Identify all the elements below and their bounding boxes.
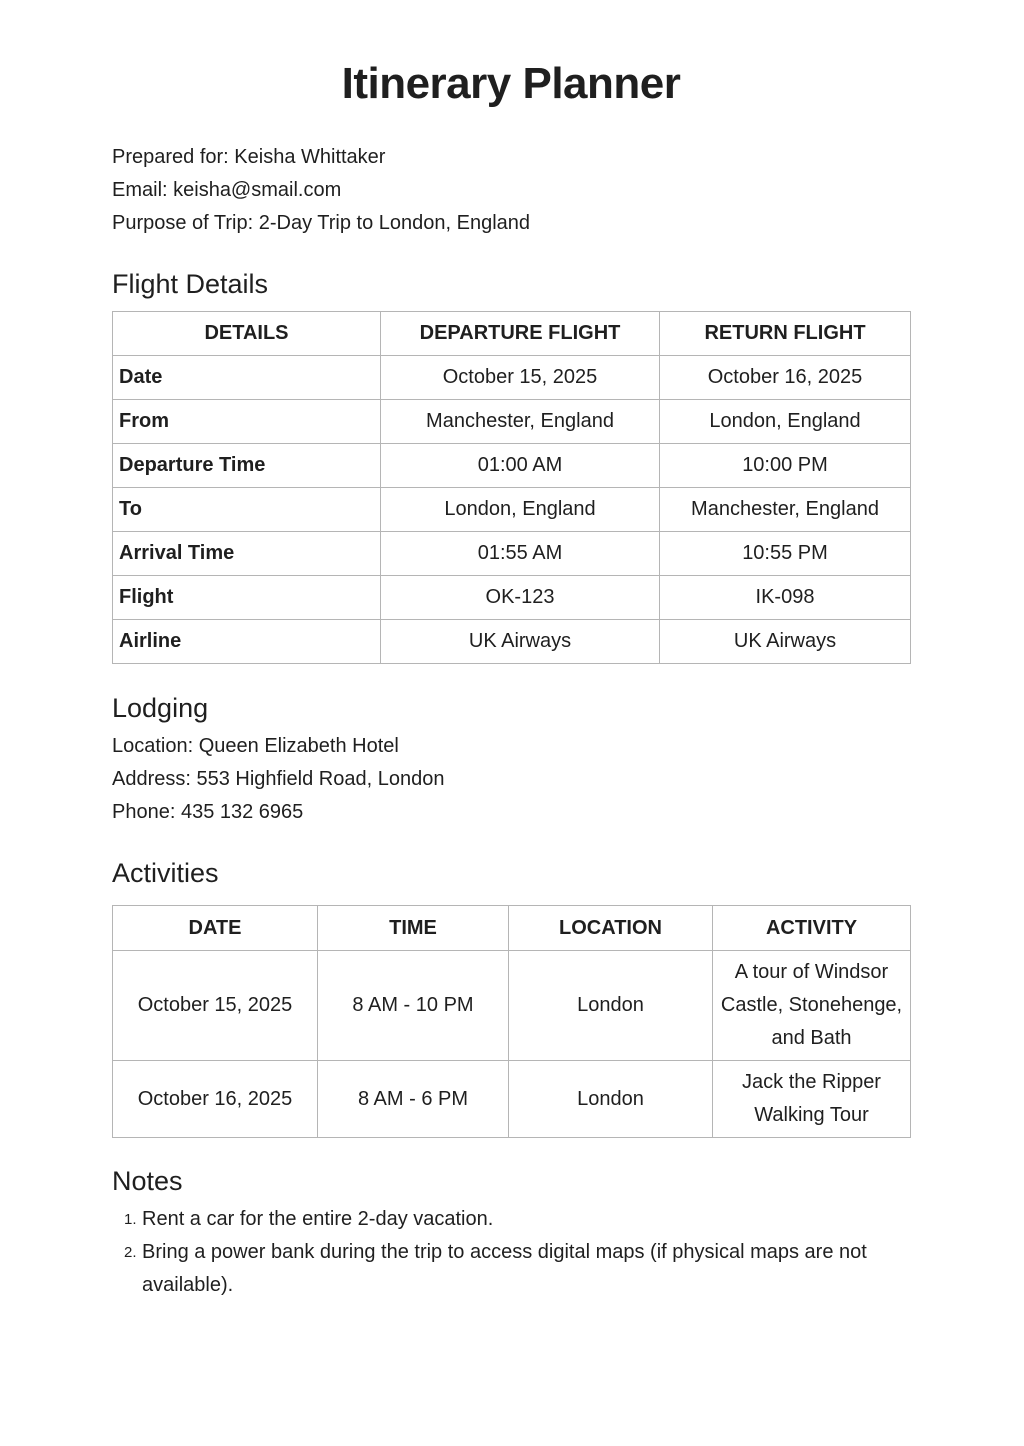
column-header: DATE (113, 906, 318, 951)
table-row (113, 951, 911, 1061)
list-number: 1. (124, 1211, 137, 1228)
table-row (113, 400, 911, 444)
return-value: Manchester, England (660, 488, 911, 532)
table-row (113, 620, 911, 664)
departure-value: London, England (381, 488, 660, 532)
trip-info (112, 141, 530, 240)
activity-location: London (509, 951, 713, 1061)
row-label: To (113, 488, 381, 532)
list-item (112, 1203, 910, 1236)
prepared-for: Prepared for: Keisha Whittaker (112, 146, 386, 168)
table-row (113, 1061, 911, 1138)
column-header: RETURN FLIGHT (660, 312, 911, 356)
activity-time: 8 AM - 10 PM (318, 951, 509, 1061)
lodging-address: Address: 553 Highfield Road, London (112, 768, 445, 790)
column-header: TIME (318, 906, 509, 951)
departure-value: OK-123 (381, 576, 660, 620)
activity-date: October 16, 2025 (113, 1061, 318, 1138)
notes-heading: Notes (112, 1166, 183, 1196)
activity-location: London (509, 1061, 713, 1138)
row-label: Arrival Time (113, 532, 381, 576)
table-row (113, 532, 911, 576)
column-header: DETAILS (113, 312, 381, 356)
flight-details-table (112, 311, 911, 664)
page-title: Itinerary Planner (341, 59, 681, 108)
return-value: 10:55 PM (660, 532, 911, 576)
return-value: UK Airways (660, 620, 911, 664)
return-value: IK-098 (660, 576, 911, 620)
note-text: Bring a power bank during the trip to access digital maps (if physical maps are not available). (142, 1241, 867, 1296)
lodging-phone: Phone: 435 132 6965 (112, 801, 304, 823)
departure-value: 01:00 AM (381, 444, 660, 488)
row-label: Flight (113, 576, 381, 620)
activity-time: 8 AM - 6 PM (318, 1061, 509, 1138)
table-row (113, 488, 911, 532)
departure-value: UK Airways (381, 620, 660, 664)
return-value: London, England (660, 400, 911, 444)
return-value: October 16, 2025 (660, 356, 911, 400)
table-row (113, 576, 911, 620)
table-row (113, 356, 911, 400)
activities-table (112, 905, 911, 1138)
email: Email: keisha@smail.com (112, 179, 342, 201)
table-header-row (113, 312, 911, 356)
list-number: 2. (124, 1244, 137, 1261)
note-text: Rent a car for the entire 2-day vacation. (142, 1208, 494, 1230)
departure-value: Manchester, England (381, 400, 660, 444)
notes-list (112, 1203, 910, 1302)
row-label: Date (113, 356, 381, 400)
return-value: 10:00 PM (660, 444, 911, 488)
row-label: From (113, 400, 381, 444)
departure-value: 01:55 AM (381, 532, 660, 576)
column-header: LOCATION (509, 906, 713, 951)
activity-date: October 15, 2025 (113, 951, 318, 1061)
activity-description: Jack the Ripper Walking Tour (713, 1061, 911, 1138)
lodging-location: Location: Queen Elizabeth Hotel (112, 735, 399, 757)
column-header: ACTIVITY (713, 906, 911, 951)
activities-heading: Activities (112, 858, 219, 888)
departure-value: October 15, 2025 (381, 356, 660, 400)
activity-description: A tour of Windsor Castle, Stonehenge, and Bath (713, 951, 911, 1061)
table-row (113, 444, 911, 488)
column-header: DEPARTURE FLIGHT (381, 312, 660, 356)
list-item (112, 1236, 910, 1302)
lodging-heading: Lodging (112, 693, 209, 723)
row-label: Airline (113, 620, 381, 664)
lodging-info (112, 730, 444, 829)
row-label: Departure Time (113, 444, 381, 488)
trip-purpose: Purpose of Trip: 2-Day Trip to London, England (112, 212, 531, 234)
flight-details-heading: Flight Details (112, 269, 269, 299)
table-header-row (113, 906, 911, 951)
